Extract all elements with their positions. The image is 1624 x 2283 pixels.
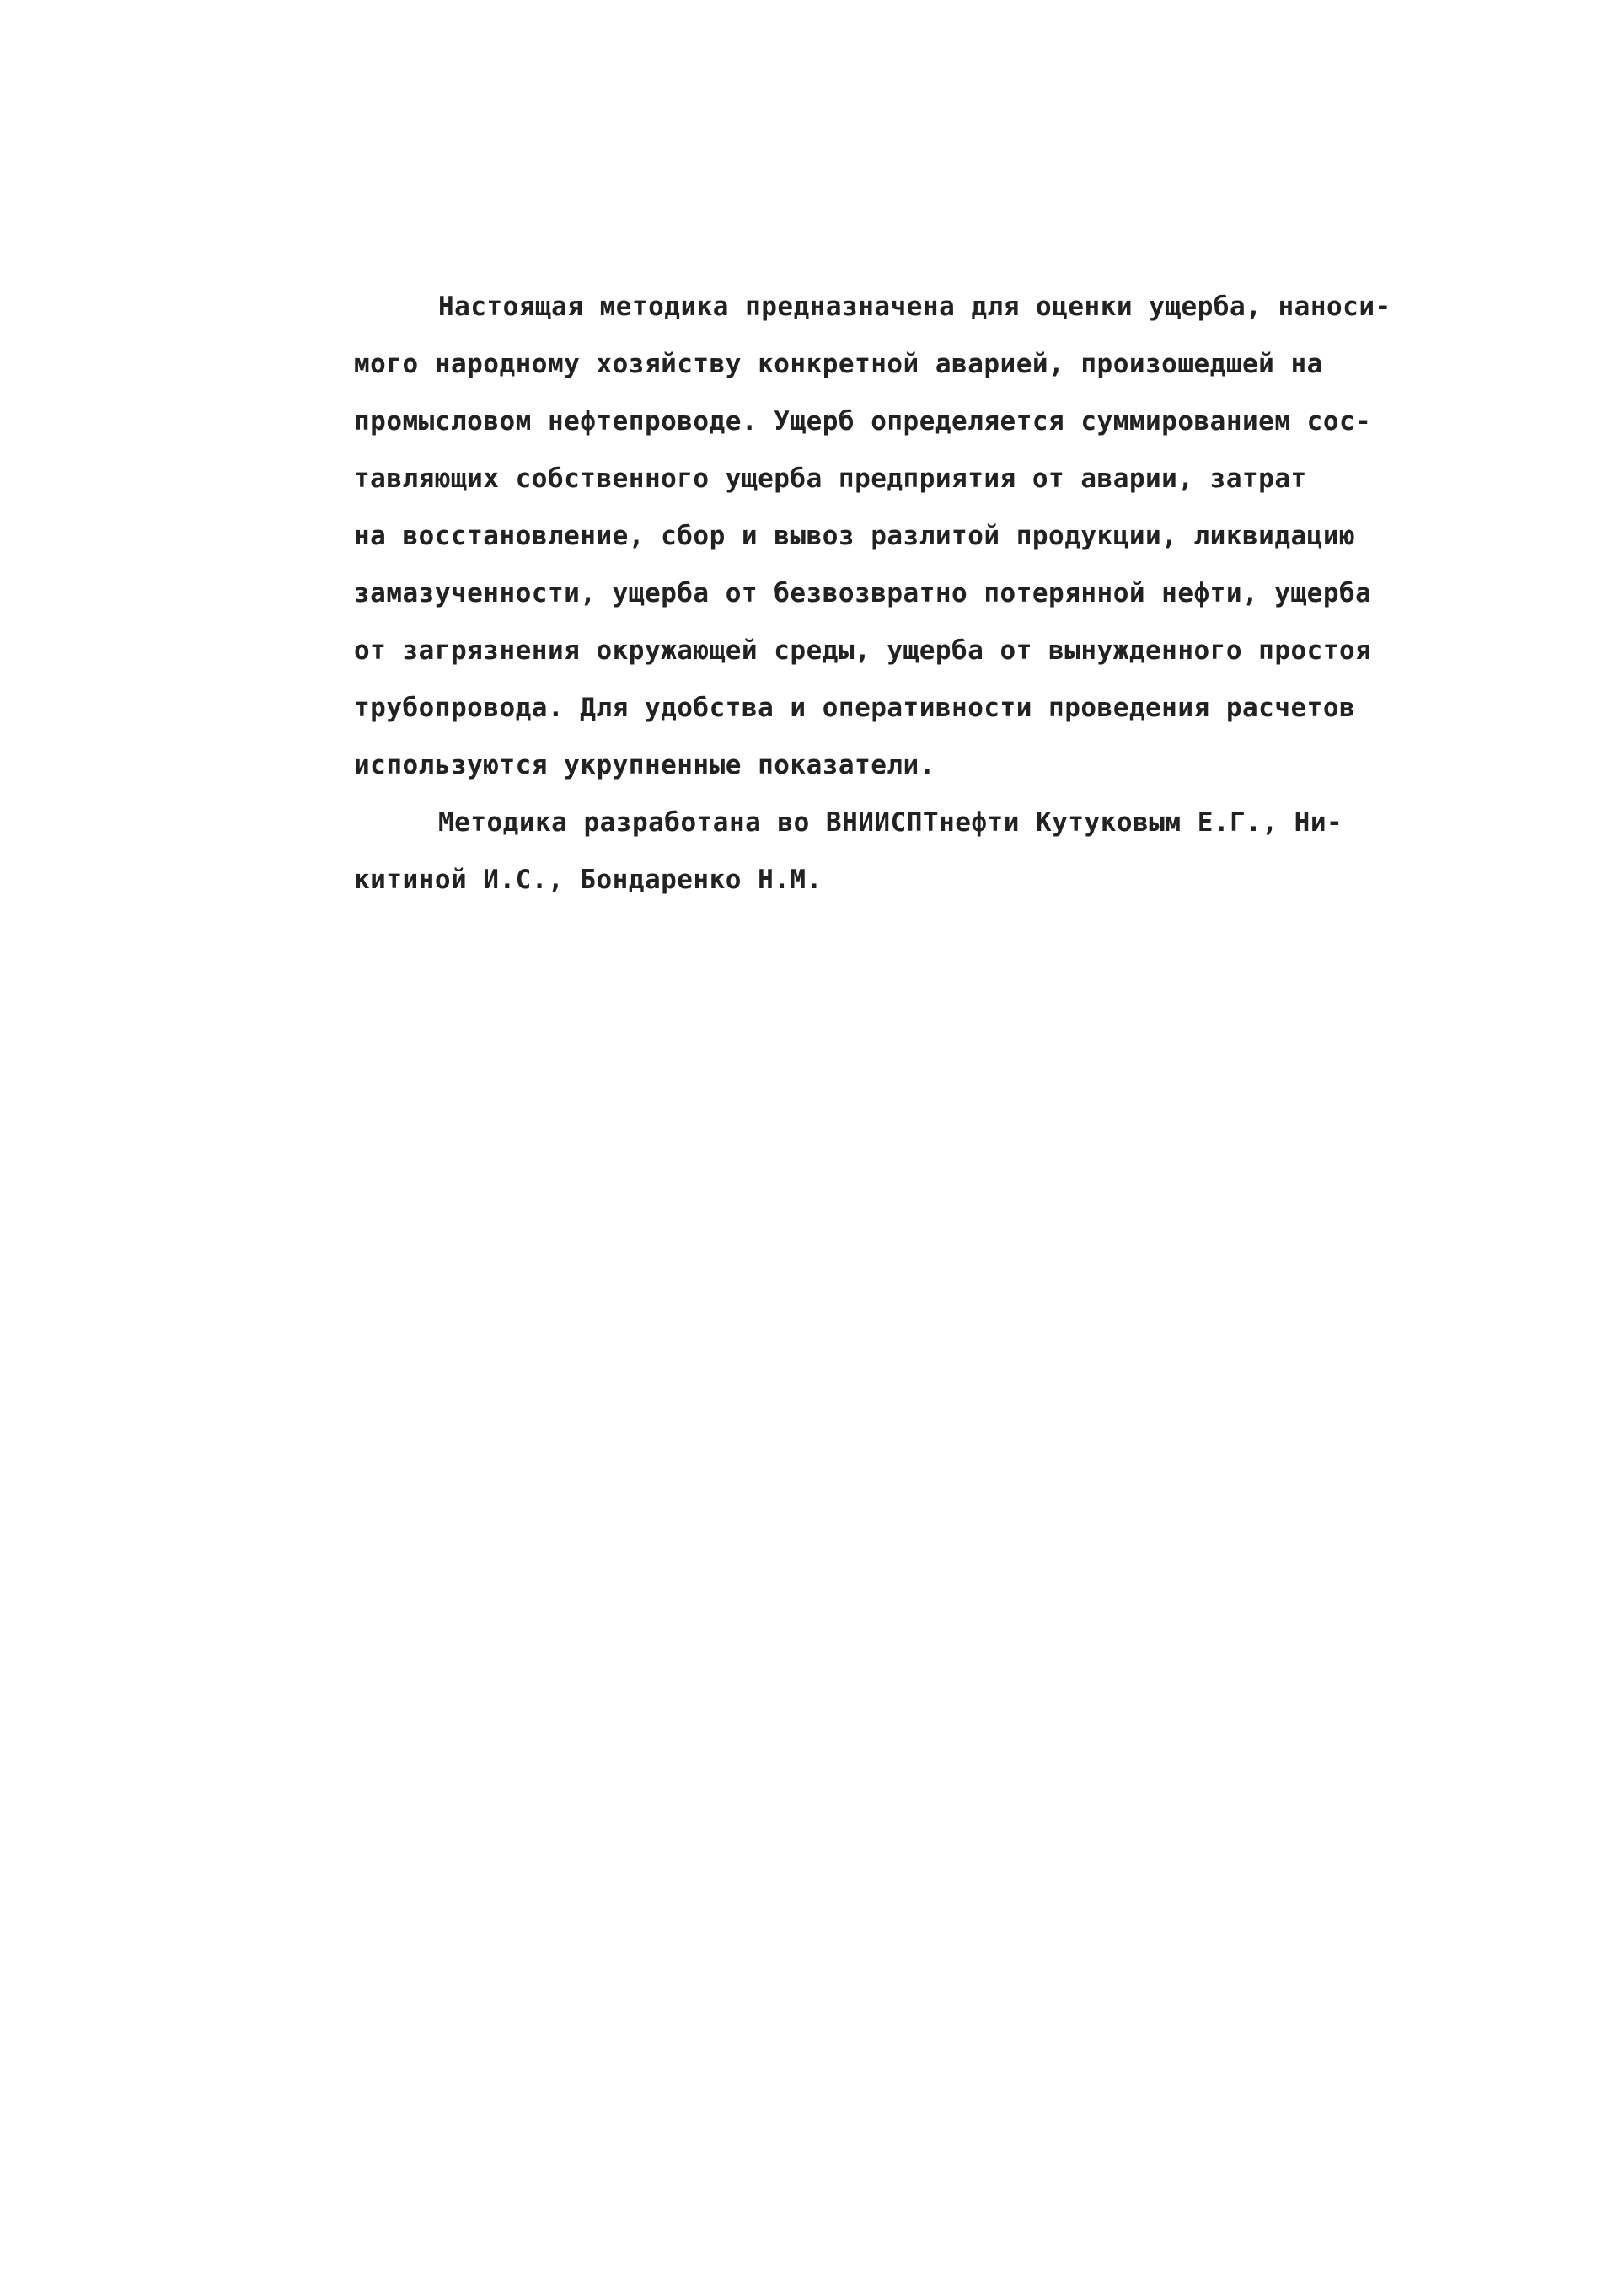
text-line: Методика разработана во ВНИИСПТнефти Кутуковым Е.Г., Ни- — [438, 807, 1343, 838]
text-line: используются укрупненные показатели. — [354, 750, 935, 780]
paragraph-methodology-purpose — [354, 278, 1466, 794]
text-line: трубопровода. Для удобства и оперативности проведения расчетов — [354, 693, 1356, 723]
text-line: замазученности, ущерба от безвозвратно потерянной нефти, ущерба — [354, 578, 1372, 608]
text-line: мого народному хозяйству конкретной аварией, произошедшей на — [354, 349, 1323, 379]
text-line: китиной И.С., Бондаренко Н.М. — [354, 865, 823, 895]
text-line: тавляющих собственного ущерба предприятия от аварии, затрат — [354, 464, 1307, 494]
document-body — [354, 278, 1466, 908]
text-line: на восстановление, сбор и вывоз разлитой продукции, ликвидацию — [354, 521, 1356, 551]
text-line: Настоящая методика предназначена для оценки ущерба, наноси- — [438, 292, 1391, 322]
text-line: от загрязнения окружающей среды, ущерба от вынужденного простоя — [354, 635, 1372, 666]
paragraph-authors — [354, 794, 1466, 908]
text-line: промысловом нефтепроводе. Ущерб определяется суммированием сос- — [354, 406, 1372, 437]
